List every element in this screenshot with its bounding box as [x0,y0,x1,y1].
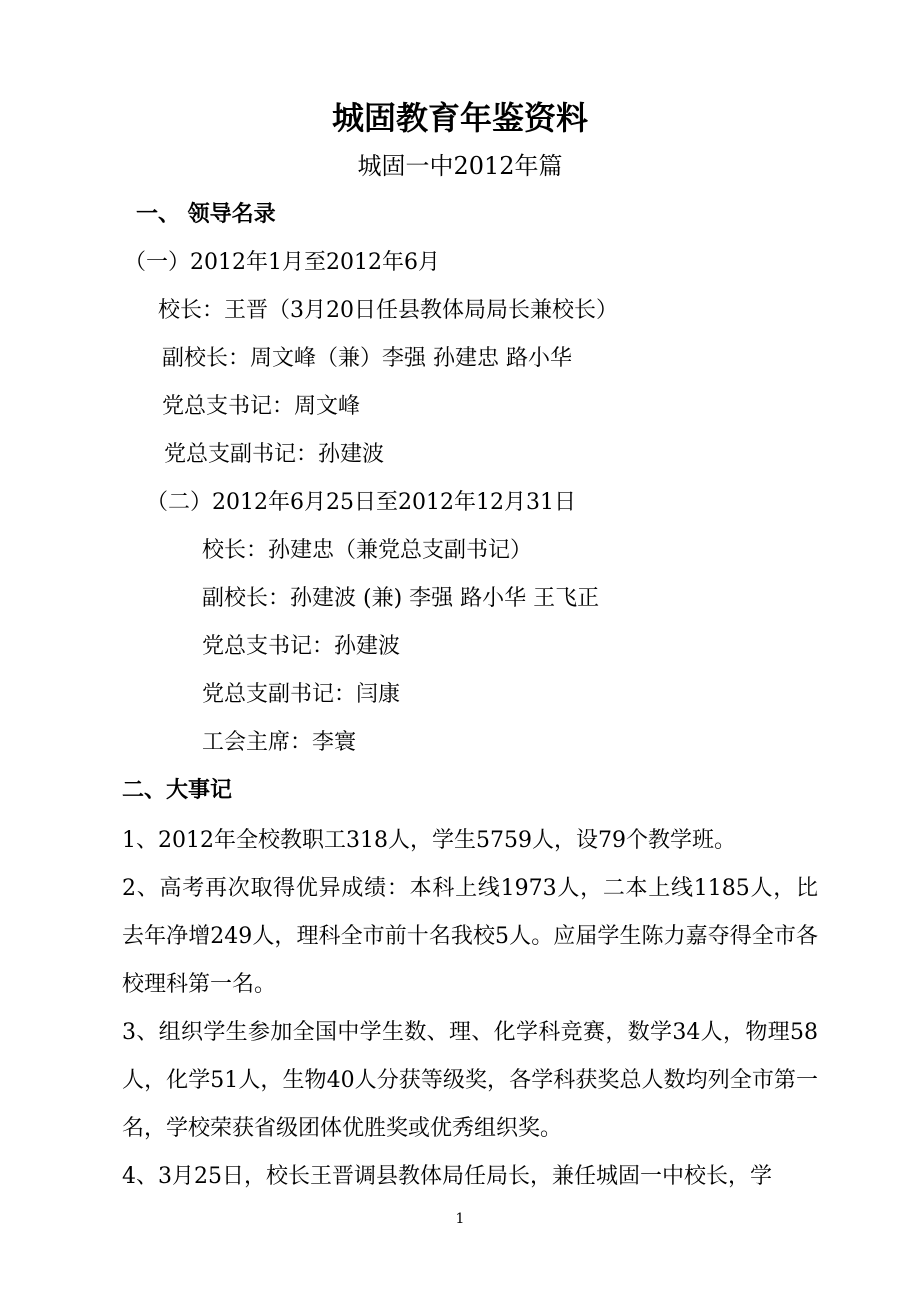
page-number: 1 [455,1211,465,1227]
period2-label: （二）2012年6月25日至2012年12月31日 [146,490,576,515]
period2-party-secretary: 党总支书记：孙建波 [202,634,401,659]
event-item-2: 2、高考再次取得优异成绩：本科上线1973人，二本上线1185人，比去年净增249人，理科全市前十名我校5人。应届学生陈力嘉夺得全市各校理科第一名。 [122,876,818,997]
section1-heading: 一、 领导名录 [136,202,276,227]
period2-vice-principals: 副校长：孙建波 (兼) 李强 路小华 王飞正 [202,586,600,611]
period1-deputy-party-secretary: 党总支副书记：孙建波 [164,442,385,467]
period1-principal: 校长：王晋（3月20日任县教体局局长兼校长） [158,298,618,323]
period2-deputy-party-secretary: 党总支副书记：闫康 [202,682,401,707]
period1-party-secretary: 党总支书记：周文峰 [162,394,361,419]
period1-vice-principals: 副校长：周文峰（兼）李强 孙建忠 路小华 [162,346,572,371]
period1-label: （一）2012年1月至2012年6月 [124,250,440,275]
event-item-4: 4、3月25日，校长王晋调县教体局任局长，兼任城固一中校长，学 [122,1164,772,1189]
event-item-1: 1、2012年全校教职工318人，学生5759人，设79个教学班。 [122,828,736,853]
document-title: 城固教育年鉴资料 [331,99,588,137]
period2-union-chair: 工会主席：李寰 [202,730,357,755]
period2-principal: 校长：孙建忠（兼党总支副书记） [202,538,533,563]
section2-heading: 二、大事记 [122,778,233,803]
document-subtitle: 城固一中2012年篇 [357,152,563,180]
event-item-3: 3、组织学生参加全国中学生数、理、化学科竞赛，数学34人，物理58人，化学51人，生物40人分获等级奖，各学科获奖总人数均列全市第一名，学校荣获省级团体优胜奖或优秀组织奖。 [122,1020,818,1141]
